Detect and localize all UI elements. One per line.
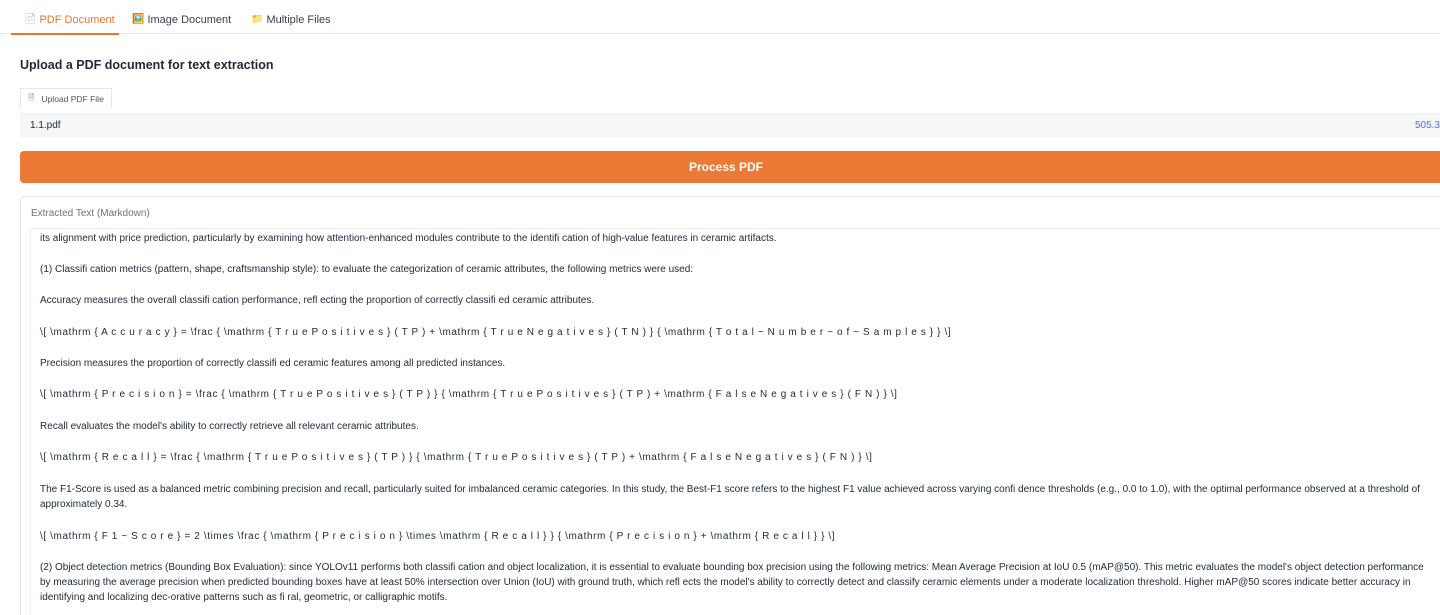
formula-line: \[ \mathrm { F 1 ~ S c o r e } = 2 \times \frac { \mathrm { P r e c i s i o n } \times \mathrm { R e c a l l } } { \mathrm { P r e c i s i o n } + \mathrm { R e c a l l } } \] xyxy=(40,531,836,542)
text-line: Precision measures the proportion of correctly classifi ed ceramic features among all predicted instances. xyxy=(40,358,506,369)
tab-label: Multiple Files xyxy=(266,14,331,26)
uploaded-file-row[interactable] xyxy=(20,113,1440,137)
process-pdf-button[interactable]: Process PDF xyxy=(20,151,1440,183)
text-line: its alignment with price prediction, particularly by examining how attention-enhanced modules contribute to the identifi cation of high-value features in ceramic artifacts. xyxy=(40,233,777,244)
text-paragraph: (2) Object detection metrics (Bounding Box Evaluation): since YOLOv11 performs both classifi cation and object localization, it is essential to evaluate bounding box precision using the following metrics: Mean Average Precision at IoU 0.5 (mAP@50). This metric evaluates the model's object detection performance by measuring the average precision when predicted bounding boxes have at least 50% intersection over Union (IoU) with ground truth, which refl ects the model's ability to correctly detect and classify ceramic elements under a moderate localization threshold. Higher mAP@50 scores indicate better accuracy in identifying and localizing dec-orative patterns such as fi ral, geometric, or calligraphic motifs. xyxy=(40,562,1424,603)
tab-label: Image Document xyxy=(147,14,232,26)
extracted-text-panel xyxy=(20,196,1440,615)
upload-label-text: Upload PDF File xyxy=(41,93,104,104)
formula-line: \[ \mathrm { P r e c i s i o n } = \frac { \mathrm { T r u e P o s i t i v e s } ( T P ) } { \mathrm { T r u e P o s i t i v e s } ( T P ) + \mathrm { F a l s e N e g a t i v e s } ( F N ) } \] xyxy=(40,389,898,400)
folder-icon: 📁 xyxy=(251,14,264,25)
tab-image-document[interactable] xyxy=(132,8,231,34)
text-line: Recall evaluates the model's ability to correctly retrieve all relevant ceramic attributes. xyxy=(40,421,419,432)
file-name[interactable]: 1.1.pdf xyxy=(30,120,61,131)
output-label: Extracted Text (Markdown) xyxy=(31,208,150,219)
tab-bar xyxy=(0,0,1440,34)
section-title: Upload a PDF document for text extraction xyxy=(20,58,274,72)
extracted-text-area[interactable] xyxy=(30,228,1440,615)
formula-line: \[ \mathrm { A c c u r a c y } = \frac { \mathrm { T r u e P o s i t i v e s } ( T P ) + \mathrm { T r u e N e g a t i v e s } ( T N ) } { \mathrm { T o t a l ~ N u m b e r ~ o f ~ S a m p l e s } } \] xyxy=(40,327,952,338)
document-icon: 📄 xyxy=(24,14,37,25)
file-icon: 🗎 xyxy=(28,92,35,102)
tab-pdf-document[interactable] xyxy=(11,8,119,34)
file-size: 505.3 xyxy=(1414,120,1440,131)
image-icon: 🖼️ xyxy=(132,14,145,25)
text-line: (1) Classifi cation metrics (pattern, shape, craftsmanship style): to evaluate the categorization of ceramic attributes, the following metrics were used: xyxy=(40,264,694,275)
tab-multiple-files[interactable] xyxy=(251,8,331,34)
formula-line: \[ \mathrm { R e c a l l } = \frac { \mathrm { T r u e P o s i t i v e s } ( T P ) } { \mathrm { T r u e P o s i t i v e s } ( T P ) + \mathrm { F a l s e N e g a t i v e s } ( F N ) } \] xyxy=(40,452,873,463)
tab-label: PDF Document xyxy=(39,14,115,26)
text-line: Accuracy measures the overall classifi cation performance, refl ecting the proportion of correctly classifi ed ceramic attributes. xyxy=(40,295,595,306)
upload-pdf-label xyxy=(20,88,112,108)
text-paragraph: The F1-Score is used as a balanced metric combining precision and recall, particularly suited for imbalanced ceramic categories. In this study, the Best-F1 score refers to the highest F1 value achieved across varying confi dence thresholds (e.g., 0.0 to 1.0), with the optimal performance observed at a threshold of approximately 0.34. xyxy=(40,484,1420,510)
